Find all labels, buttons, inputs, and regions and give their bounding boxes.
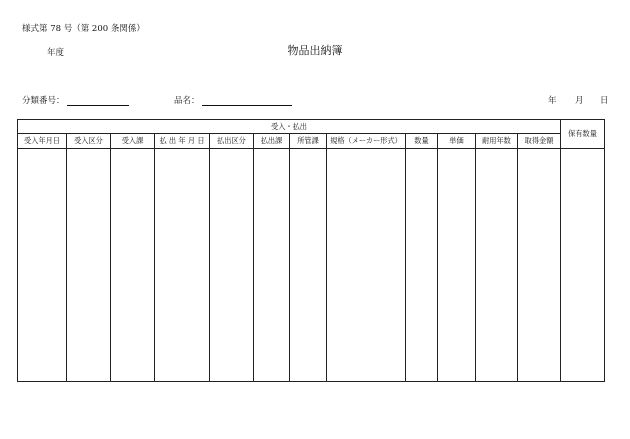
date-day-label: 日 [600, 96, 609, 106]
col-header: 受入課 [111, 134, 155, 149]
col-header: 払 出 年 月 日 [155, 134, 210, 149]
form-number: 様式第 78 号（第 200 条関係） [22, 24, 145, 34]
item-name-line [202, 96, 292, 106]
group-header: 受入・払出 [271, 121, 307, 131]
col-header: 払出課 [254, 134, 290, 149]
ledger-table [17, 119, 605, 382]
body-cell[interactable] [210, 149, 254, 382]
classification-line [67, 96, 129, 106]
classification-field [22, 94, 129, 106]
body-cell[interactable] [406, 149, 438, 382]
group-header-cell [18, 120, 561, 134]
date-year-label: 年 [548, 96, 557, 106]
col-header: 規格（メーカー形式） [327, 134, 406, 149]
holding-header-cell [561, 120, 605, 149]
col-header: 単価 [438, 134, 476, 149]
col-header: 数量 [406, 134, 438, 149]
item-name-field [174, 94, 292, 106]
body-cell[interactable] [561, 149, 605, 382]
col-header: 取得金額 [518, 134, 561, 149]
body-cell[interactable] [111, 149, 155, 382]
body-cell[interactable] [518, 149, 561, 382]
body-cell[interactable] [438, 149, 476, 382]
page-title [0, 42, 630, 58]
classification-label: 分類番号： [22, 96, 65, 106]
body-cell[interactable] [67, 149, 111, 382]
item-name-label: 品名： [174, 96, 200, 106]
body-cell[interactable] [476, 149, 518, 382]
title-text: 物品出納簿 [287, 44, 343, 57]
body-cell[interactable] [327, 149, 406, 382]
date-month-label: 月 [575, 96, 584, 106]
body-cell[interactable] [155, 149, 210, 382]
body-cell[interactable] [290, 149, 327, 382]
col-header: 所管課 [290, 134, 327, 149]
body-cell[interactable] [254, 149, 290, 382]
col-header: 耐用年数 [476, 134, 518, 149]
fiscal-year-label: 年度 [47, 48, 65, 58]
col-header: 払出区分 [210, 134, 254, 149]
body-cell[interactable] [18, 149, 67, 382]
col-header: 受入年月日 [18, 134, 67, 149]
holding-header: 保有数量 [568, 129, 597, 138]
col-header: 受入区分 [67, 134, 111, 149]
